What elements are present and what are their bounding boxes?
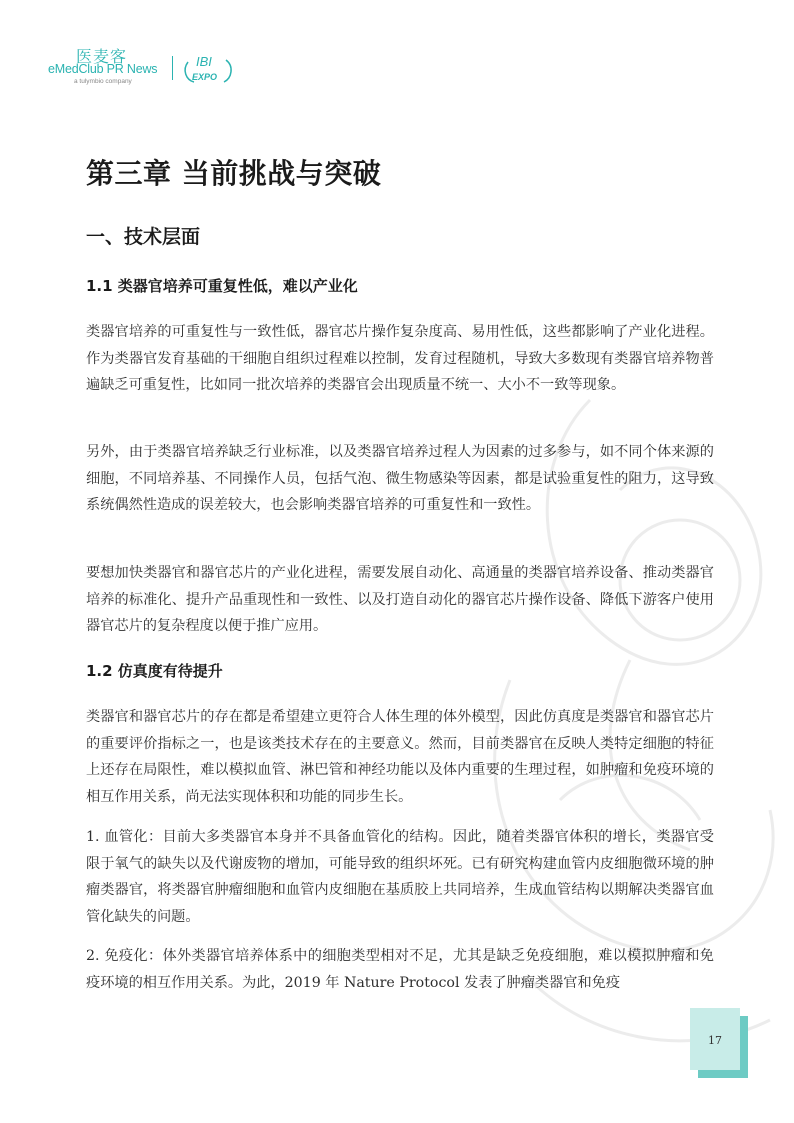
page-number-badge (690, 1008, 748, 1078)
chapter-title: 第三章 当前挑战与突破 (86, 157, 382, 190)
logo-english-name: eMedClub PR News (48, 62, 158, 76)
brand-logo (48, 44, 248, 90)
body-paragraph: 另外，由于类器官培养缺乏行业标准，以及类器官培养过程人为因素的过多参与，如不同个体来源的细胞，不同培养基、不同操作人员，包括气泡、微生物感染等因素，都是试验重复性的阻力，这导致系统偶然性造成的误差较大，也会影响类器官培养的可重复性和一致性。 (86, 444, 714, 514)
logo-chinese-name: 医麦客 (76, 47, 128, 66)
section-title: 一、技术层面 (86, 226, 201, 248)
body-paragraph: 1. 血管化：目前大多类器官本身并不具备血管化的结构。因此，随着类器官体积的增长，类器官受限于氧气的缺失以及代谢废物的增加，可能导致的组织坏死。已有研究构建血管内皮细胞微环境的肿瘤类器官，将类器官肿瘤细胞和血管内皮细胞在基质胶上共同培养，生成血管结构以期解决类器官血管化缺失的问题。 (86, 829, 714, 925)
body-paragraph: 要想加快类器官和器官芯片的产业化进程，需要发展自动化、高通量的类器官培养设备、推动类器官培养的标准化、提升产品重现性和一致性、以及打造自动化的器官芯片操作设备、降低下游客户使用器官芯片的复杂程度以便于推广应用。 (86, 565, 714, 635)
subsection-title: 1.2 仿真度有待提升 (86, 662, 223, 680)
page-badge-front (690, 1008, 740, 1070)
ibi-expo-logo (180, 52, 236, 86)
body-paragraph: 2. 免疫化：体外类器官培养体系中的细胞类型相对不足，尤其是缺乏免疫细胞，难以模拟肿瘤和免疫环境的相互作用关系。为此，2019 年 Nature Protocol 发表了肿瘤类器官和免疫 (86, 948, 714, 991)
expo-bottom-text: EXPO (192, 72, 218, 82)
page-number: 17 (708, 1034, 722, 1047)
expo-top-text: IBI (196, 54, 212, 69)
logo-divider (172, 56, 173, 80)
body-paragraph: 类器官和器官芯片的存在都是希望建立更符合人体生理的体外模型，因此仿真度是类器官和器官芯片的重要评价指标之一，也是该类技术存在的主要意义。然而，目前类器官在反映人类特定细胞的特征上还存在局限性，难以模拟血管、淋巴管和神经功能以及体内重要的生理过程，如肿瘤和免疫环境的相互作用关系，尚无法实现体积和功能的同步生长。 (86, 709, 714, 805)
logo-subtitle: a tulymbio company (74, 78, 132, 85)
body-paragraph: 类器官培养的可重复性与一致性低，器官芯片操作复杂度高、易用性低，这些都影响了产业化进程。作为类器官发育基础的干细胞自组织过程难以控制，发育过程随机，导致大多数现有类器官培养物普遍缺乏可重复性，比如同一批次培养的类器官会出现质量不统一、大小不一致等现象。 (86, 324, 714, 394)
subsection-title: 1.1 类器官培养可重复性低，难以产业化 (86, 277, 358, 295)
